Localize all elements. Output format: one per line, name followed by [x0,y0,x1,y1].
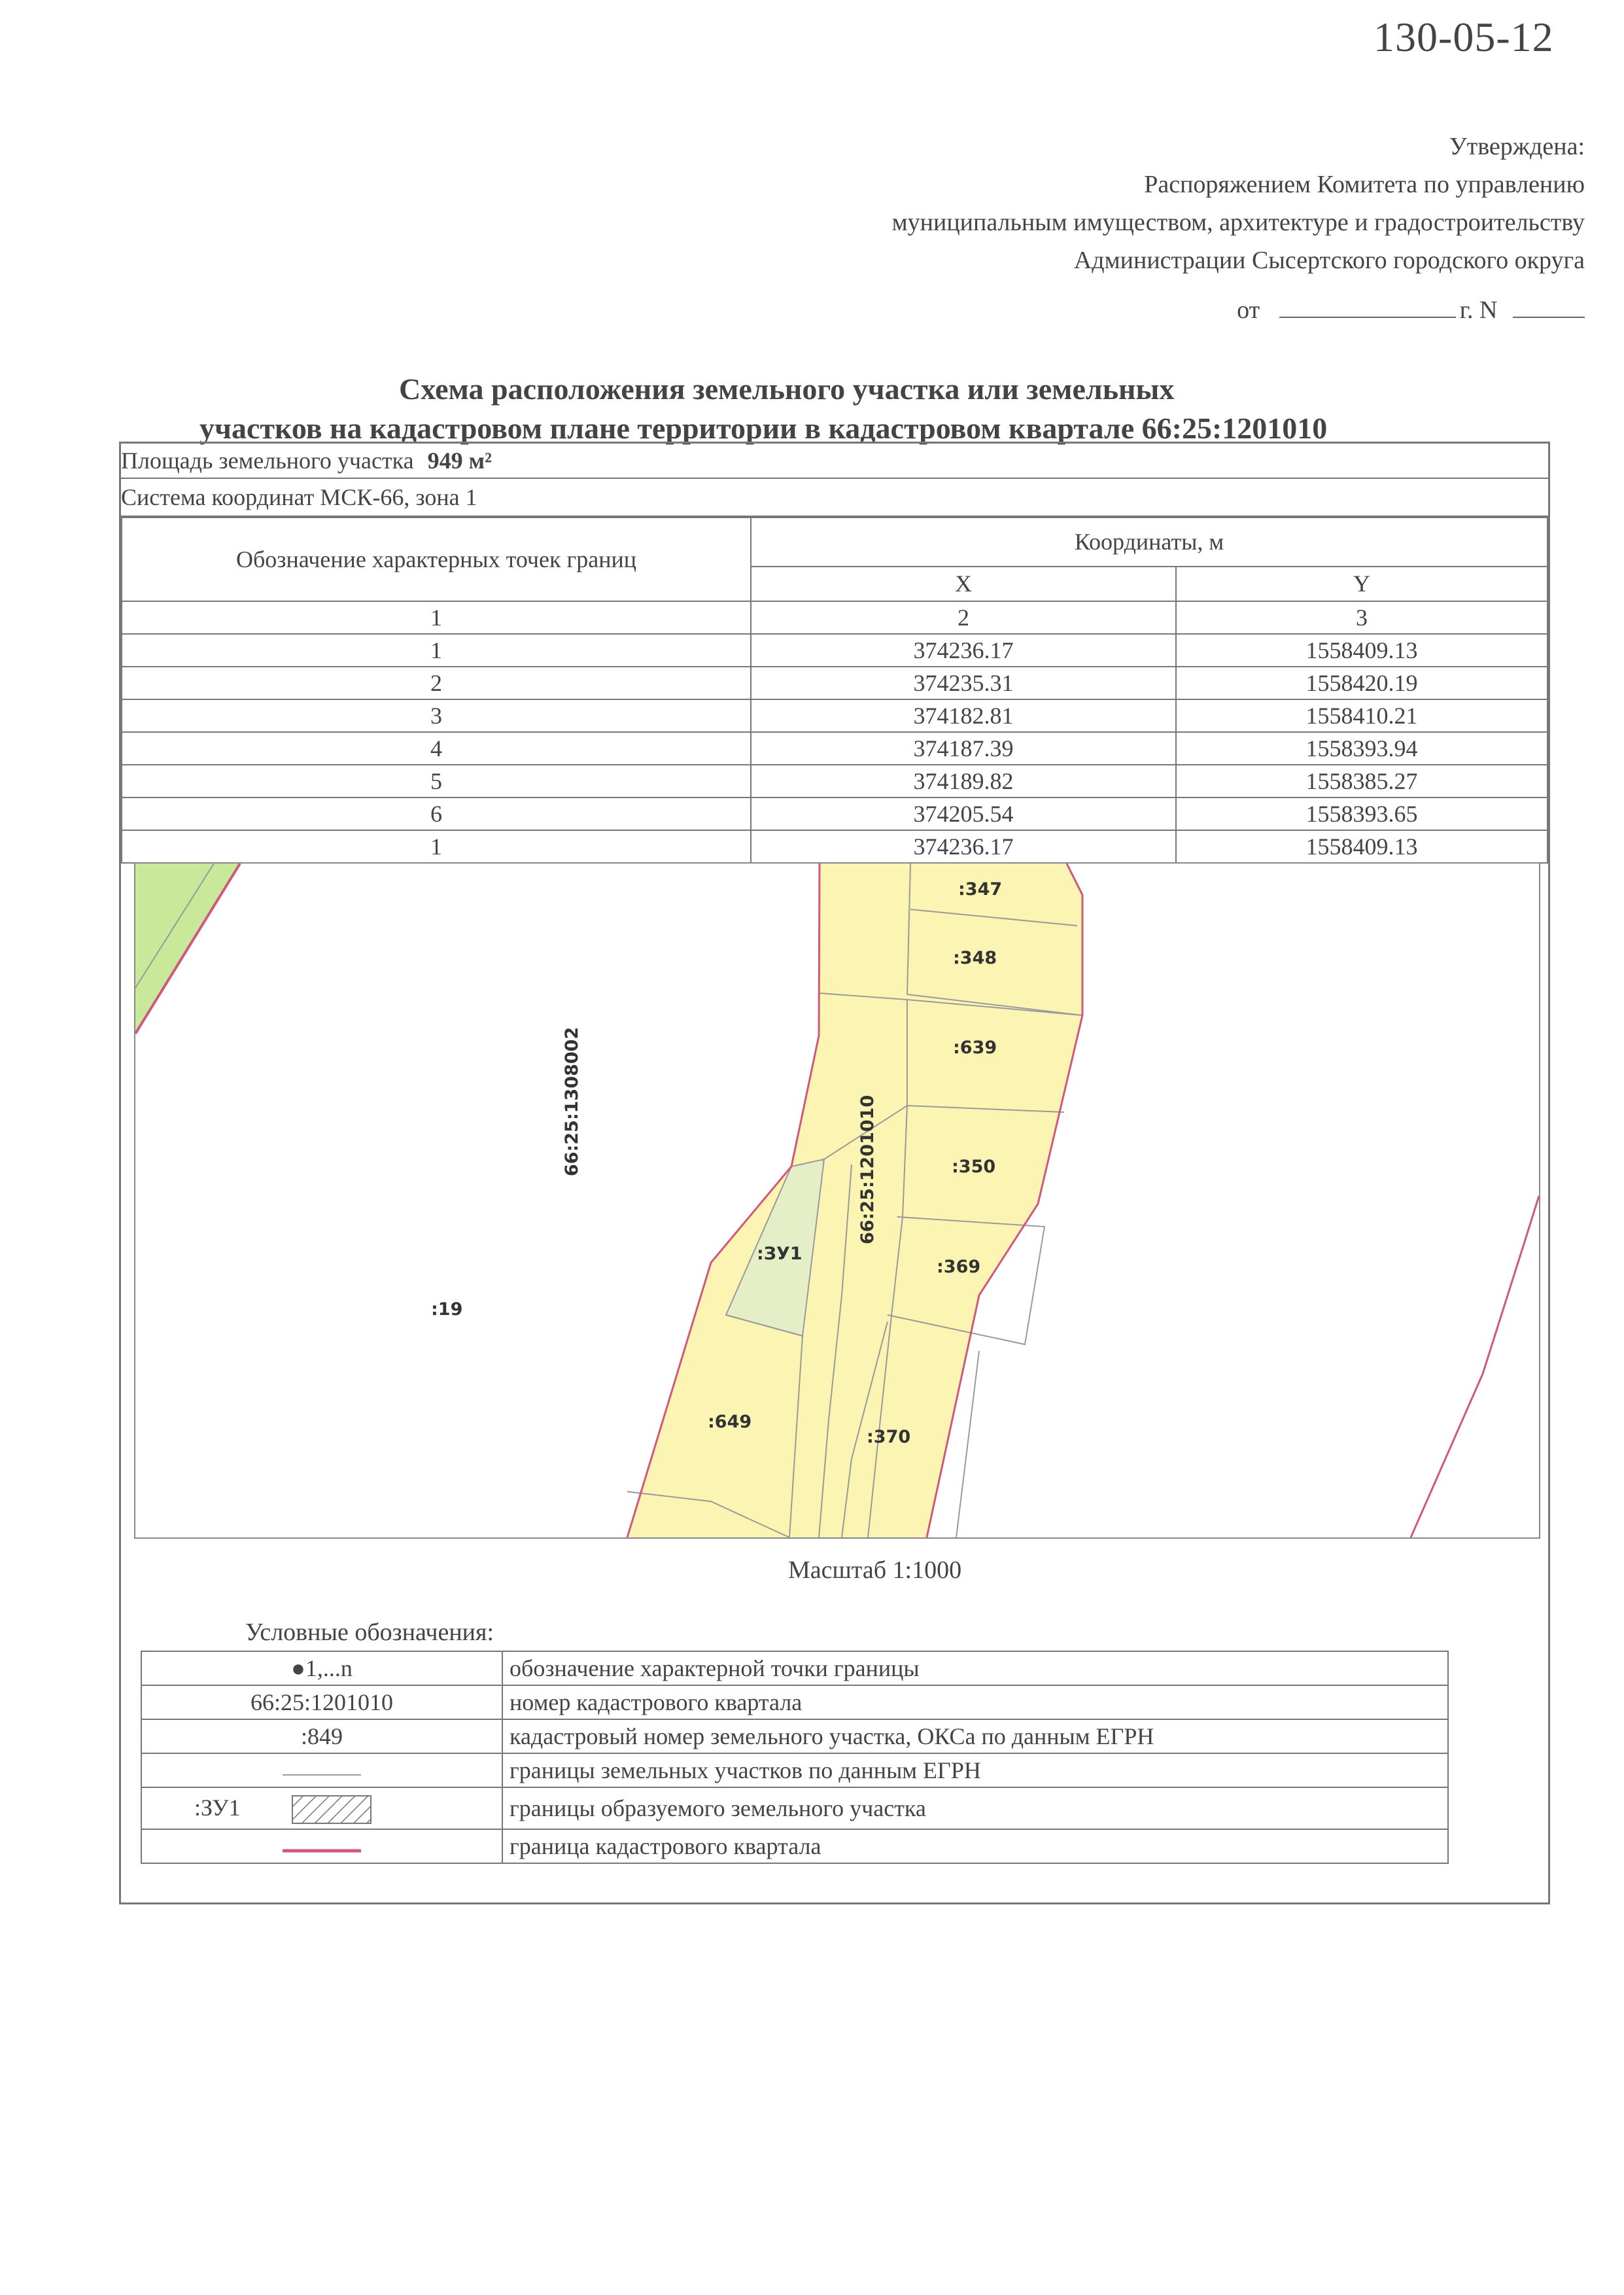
map-scale: Масштаб 1:1000 [788,1556,962,1584]
x-coordinate: 374235.31 [751,667,1176,699]
quarter-label-main: 66:25:1201010 [857,1095,878,1244]
legend-symbol-formed-parcel [141,1787,502,1829]
table-row [122,830,1547,863]
point-number: 4 [122,732,751,765]
approval-line-1: Утверждена: [1449,133,1585,160]
legend-row [141,1651,1448,1685]
parcel-boundary-line-icon [283,1772,361,1778]
y-coordinate: 1558393.65 [1176,797,1547,830]
approval-date-line [892,291,1585,329]
document-title [118,370,1491,448]
scheme-frame [119,442,1550,1904]
legend-symbol-parcel-boundary [141,1753,502,1787]
coordinates-table [121,517,1548,864]
area-label: Площадь земельного участка [121,447,414,474]
table-row [122,699,1547,732]
legend-row [141,1685,1448,1719]
legend-symbol-cadastral-number: :849 [141,1719,502,1753]
y-coordinate: 1558410.21 [1176,699,1547,732]
date-prefix: от [1237,296,1260,324]
approval-line-3: муниципальным имуществом, архитектуре и градостроительству [891,209,1585,236]
legend-text: номер кадастрового квартала [502,1685,1448,1719]
quarter-label-other: 66:25:1308002 [562,1026,582,1176]
parcel-label-370: :370 [867,1427,911,1447]
parcel-label-649: :649 [708,1412,752,1432]
legend-row [141,1719,1448,1753]
coord-system-row [121,479,1548,517]
table-row [122,765,1547,797]
parcel-label-350: :350 [952,1157,996,1177]
document-number: 130-05-12 [1373,14,1554,60]
y-coordinate: 1558409.13 [1176,830,1547,863]
approval-line-2: Распоряжением Комитета по управлению [1144,171,1585,198]
legend-row [141,1787,1448,1829]
approval-block [892,128,1585,329]
parcel-label-19: :19 [431,1299,463,1320]
point-number: 1 [122,634,751,667]
parcels-strip [627,864,1082,1537]
table-row [122,667,1547,699]
parcel-label-639: :639 [953,1038,997,1058]
area-row [121,444,1548,479]
column-number-2: 2 [751,601,1176,634]
legend-text: кадастровый номер земельного участка, ОКСа по данным ЕГРН [502,1719,1448,1753]
legend-symbol-point: ●1,...n [141,1651,502,1685]
y-coordinate: 1558393.94 [1176,732,1547,765]
legend-symbol-quarter-boundary [141,1829,502,1863]
point-number: 6 [122,797,751,830]
y-coordinate: 1558420.19 [1176,667,1547,699]
table-row [122,634,1547,667]
legend-text: границы образуемого земельного участка [502,1787,1448,1829]
approval-line-4: Администрации Сысертского городского округа [1073,247,1585,274]
point-number: 5 [122,765,751,797]
cadastral-map [134,862,1540,1539]
title-line-2: участков на кадастровом плане территории в кадастровом квартале 66:25:1201010 [199,412,1328,445]
legend-row [141,1753,1448,1787]
legend-text: обозначение характерной точки границы [502,1651,1448,1685]
quarter-boundary-line-icon [283,1848,361,1854]
legend-symbol-quarter-number: 66:25:1201010 [141,1685,502,1719]
header-points: Обозначение характерных точек границ [122,517,751,601]
x-coordinate: 374236.17 [751,830,1176,863]
point-number: 1 [122,830,751,863]
parcel-label-zu1: :ЗУ1 [757,1244,803,1264]
legend-row [141,1829,1448,1863]
header-coords: Координаты, м [751,517,1547,567]
parcel-label-348: :348 [953,948,997,968]
table-row [122,732,1547,765]
legend-text: границы земельных участков по данным ЕГРН [502,1753,1448,1787]
table-row [122,797,1547,830]
legend-text: граница кадастрового квартала [502,1829,1448,1863]
x-coordinate: 374236.17 [751,634,1176,667]
parcel-label-347: :347 [958,879,1003,900]
date-blank [1279,317,1456,318]
parcel-label-369: :369 [937,1257,981,1277]
y-coordinate: 1558409.13 [1176,634,1547,667]
x-coordinate: 374187.39 [751,732,1176,765]
legend-title: Условные обозначения: [245,1619,494,1646]
header-x: X [751,567,1176,601]
area-value: 949 м² [427,447,492,474]
header-y: Y [1176,567,1547,601]
point-number: 2 [122,667,751,699]
hatched-area-icon [291,1795,372,1825]
x-coordinate: 374182.81 [751,699,1176,732]
legend-table [141,1651,1449,1864]
coord-system-label: Система координат МСК-66, зона 1 [121,484,477,510]
point-number: 3 [122,699,751,732]
y-coordinate: 1558385.27 [1176,765,1547,797]
x-coordinate: 374189.82 [751,765,1176,797]
title-line-1: Схема расположения земельного участка или земельных [399,372,1175,406]
column-number-1: 1 [122,601,751,634]
x-coordinate: 374205.54 [751,797,1176,830]
legend-zu1-label: :ЗУ1 [194,1794,241,1821]
column-number-3: 3 [1176,601,1547,634]
year-suffix: г. N [1459,296,1498,324]
number-blank [1513,317,1585,318]
